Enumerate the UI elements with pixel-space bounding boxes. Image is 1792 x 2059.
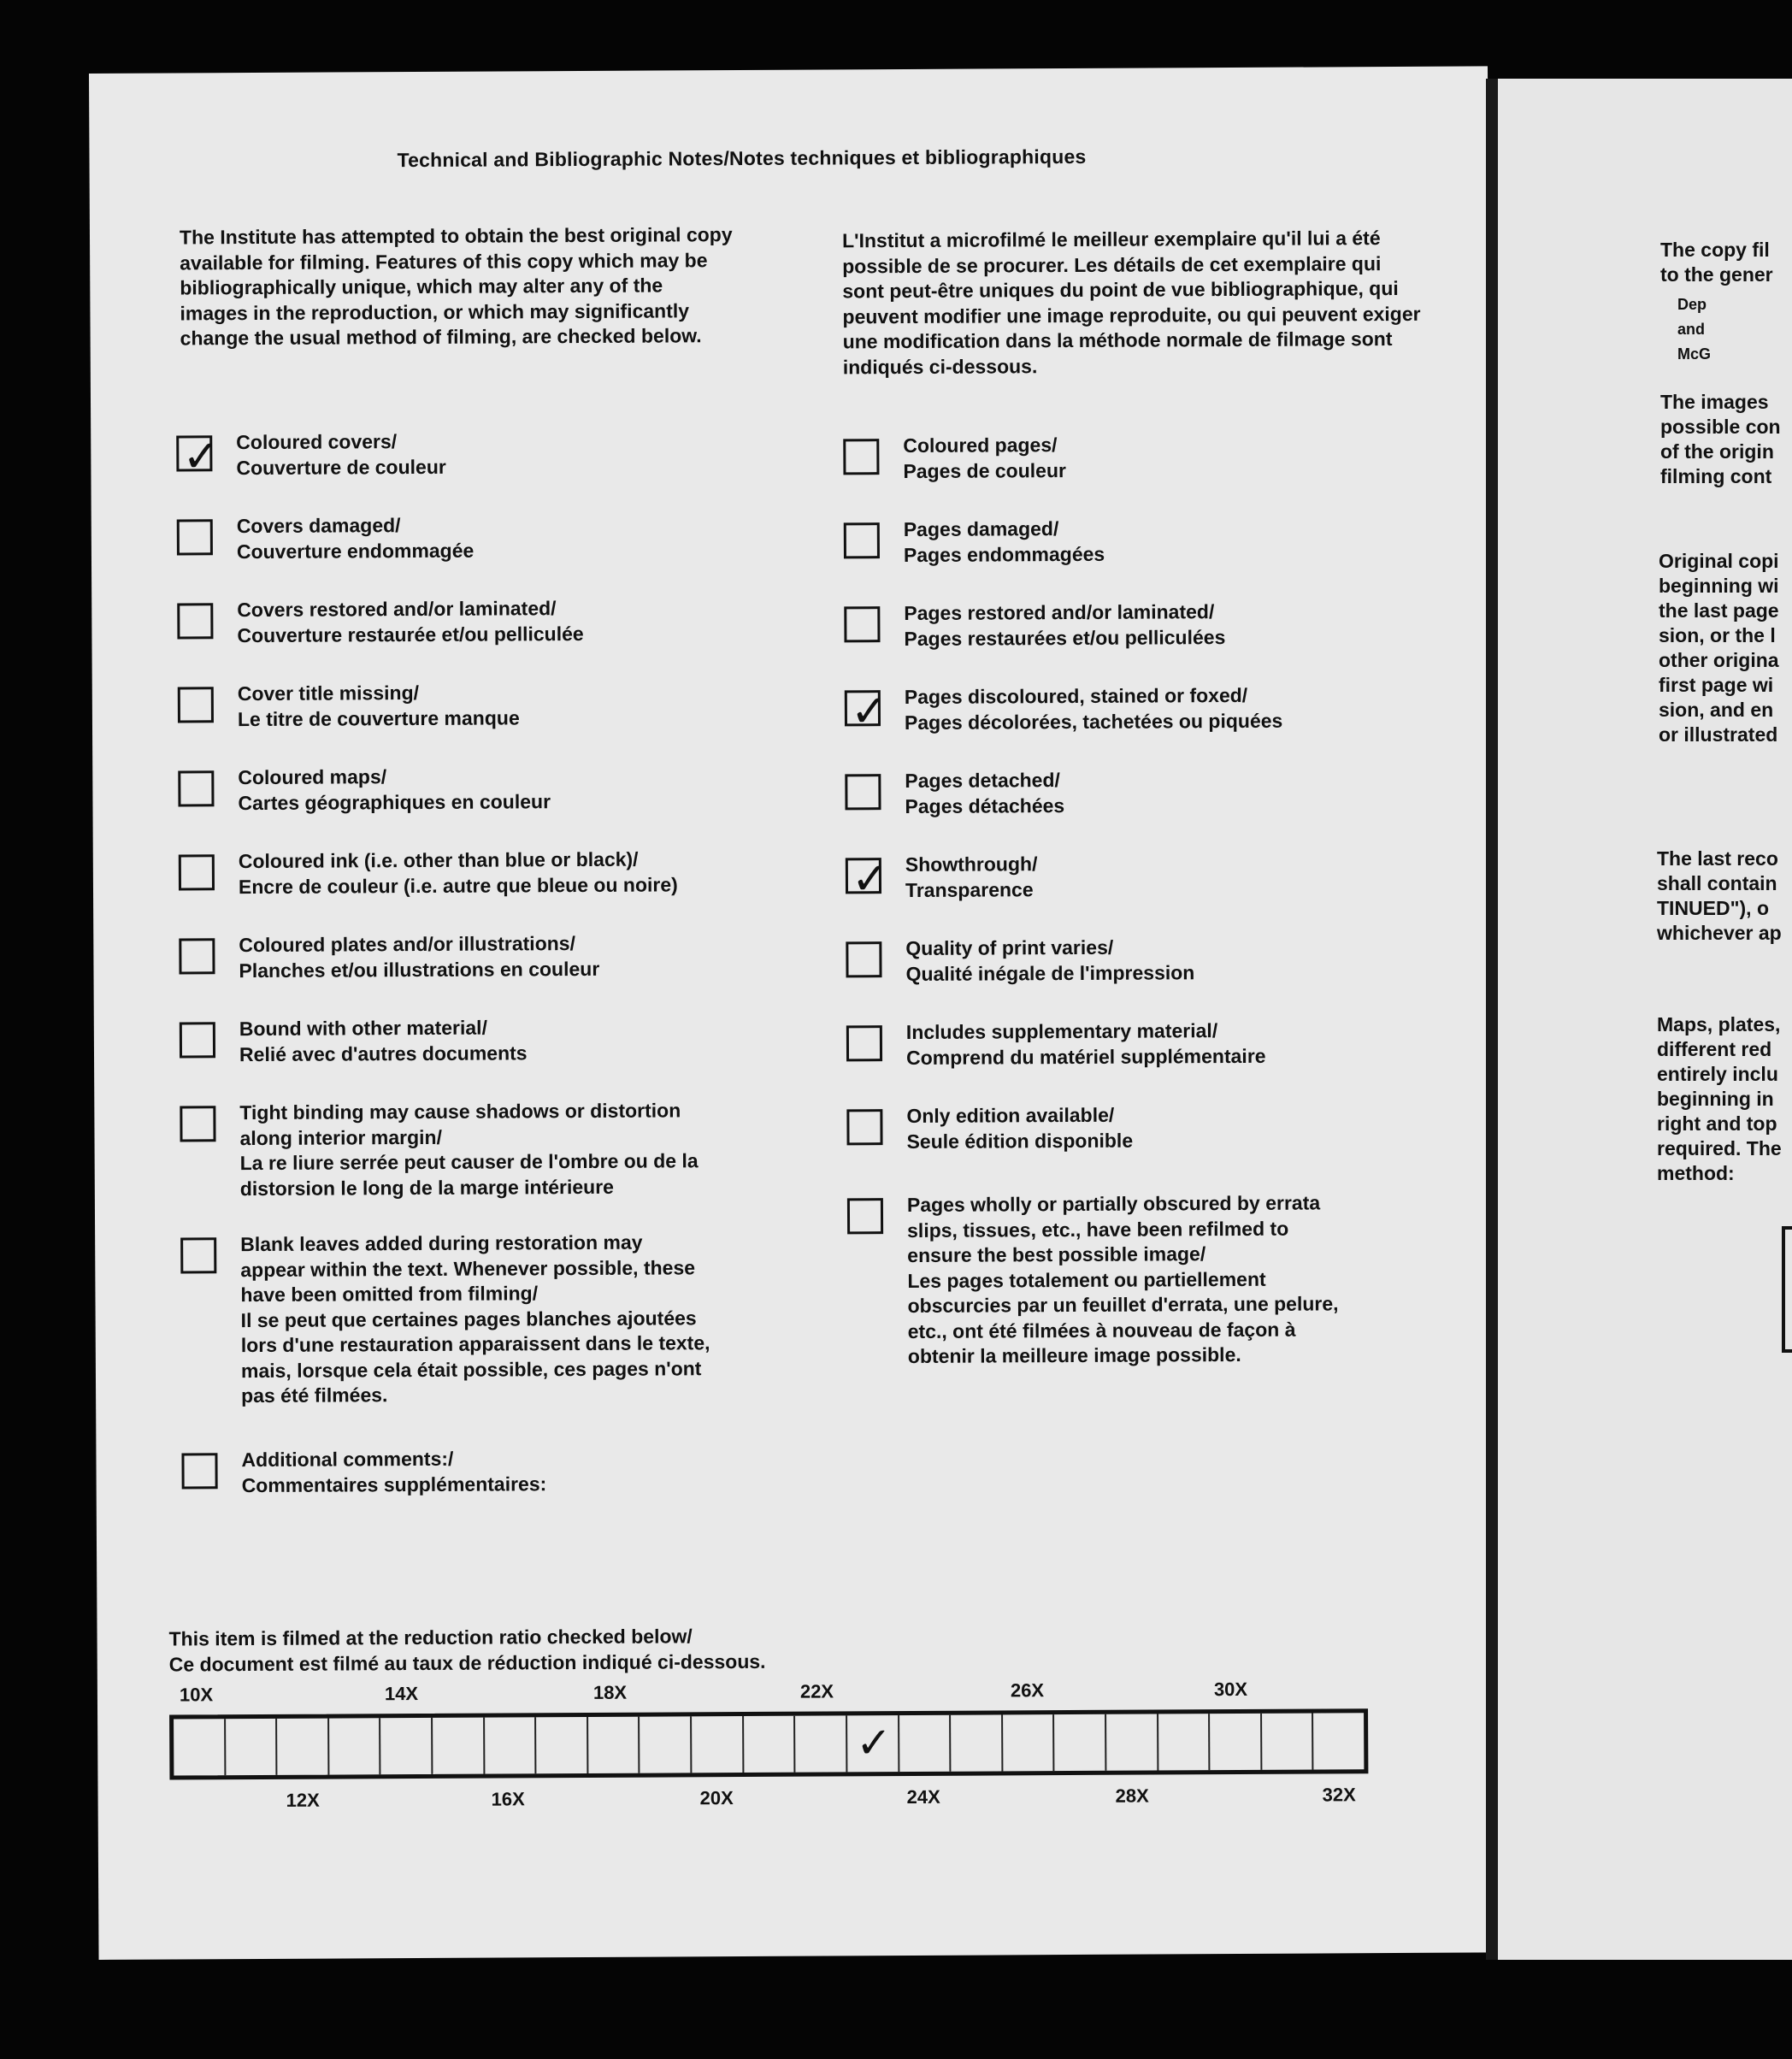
adjacent-line: first page wi (1659, 674, 1774, 696)
reduction-line-en: This item is filmed at the reduction ratio checked below/ (168, 1625, 693, 1650)
checkbox[interactable] (846, 853, 889, 906)
reduction-ratio-grid (169, 1708, 1368, 1779)
item-label (907, 1190, 1438, 1370)
ratio-cell[interactable] (1210, 1714, 1262, 1770)
ratio-cell[interactable] (277, 1719, 329, 1775)
item-label-line: Cartes géographiques en couleur (238, 789, 551, 814)
item-label-line: etc., ont été filmées à nouveau de façon à (907, 1318, 1296, 1342)
item-label (904, 515, 1434, 568)
ratio-cell[interactable] (951, 1714, 1003, 1771)
adjacent-page-box (1782, 1226, 1792, 1353)
ratio-cell[interactable] (329, 1718, 381, 1774)
ratio-cell[interactable] (381, 1718, 433, 1774)
item-label-line: ensure the best possible image/ (907, 1242, 1206, 1267)
item-label (905, 934, 1435, 987)
adjacent-line: the last page (1659, 599, 1779, 622)
item-label-line: appear within the text. Whenever possible, these (240, 1255, 696, 1281)
reduction-line-fr: Ce document est filmé au taux de réduction indiqué ci-dessous. (168, 1649, 766, 1676)
item-label-line: Pages wholly or partially obscured by errata (906, 1191, 1321, 1217)
item-label (239, 930, 769, 983)
item-label (238, 763, 768, 816)
ratio-cell[interactable] (1262, 1714, 1314, 1770)
item-label (905, 766, 1435, 819)
check-icon: ✓ (182, 431, 221, 483)
ratio-cell[interactable] (692, 1716, 744, 1773)
item-label-line: Seule édition disponible (906, 1129, 1134, 1153)
adjacent-line: possible con (1660, 416, 1781, 438)
adjacent-page (1498, 79, 1792, 1960)
page-title: Technical and Bibliographic Notes/Notes techniques et bibliographiques (397, 145, 1087, 172)
item-label-line: slips, tissues, etc., have been refilmed to (907, 1217, 1289, 1242)
item-label-line: Only edition available/ (906, 1103, 1115, 1128)
ratio-cell[interactable] (795, 1715, 847, 1772)
item-label-line: Il se peut que certaines pages blanches ajoutées (240, 1306, 697, 1331)
item-label-line: Pages restaurées et/ou pelliculées (904, 625, 1226, 650)
adjacent-line: entirely inclu (1657, 1063, 1778, 1085)
notes-page (89, 66, 1498, 1960)
adjacent-line: other origina (1659, 649, 1779, 671)
item-label (905, 850, 1435, 903)
item-label (240, 1230, 771, 1409)
item-label-line: Pages décolorées, tachetées ou piquées (904, 709, 1283, 734)
checkbox[interactable] (846, 1109, 882, 1145)
adjacent-line: Maps, plates, (1657, 1013, 1781, 1035)
item-label-line: Couverture endommagée (236, 539, 475, 563)
item-label-line: Pages detached/ (905, 769, 1060, 793)
checkbox[interactable] (181, 1453, 217, 1489)
item-label-line: Encre de couleur (i.e. autre que bleue ou noire) (238, 872, 678, 898)
item-label-line: Pages discoloured, stained or foxed/ (904, 683, 1248, 709)
item-label-line: Comprend du matériel supplémentaire (905, 1044, 1266, 1069)
ratio-cell[interactable] (899, 1715, 952, 1772)
ratio-label-bottom: 32X (1322, 1784, 1356, 1806)
item-label-line: lors d'une restauration apparaissent dans le texte, (240, 1331, 710, 1357)
adjacent-line: method: (1657, 1162, 1735, 1184)
item-label (905, 682, 1435, 735)
adjacent-line: The copy fil (1660, 239, 1770, 261)
item-label (238, 679, 768, 732)
adjacent-paragraph (1659, 549, 1779, 747)
item-label-line: have been omitted from filming/ (240, 1282, 539, 1307)
ratio-label-bottom: 24X (906, 1785, 940, 1808)
item-label-line: Pages détachées (905, 794, 1065, 817)
item-label-line: Pages restored and/or laminated/ (904, 600, 1215, 625)
checkbox[interactable] (180, 1022, 215, 1058)
item-label-line: Qualité inégale de l'impression (905, 960, 1195, 985)
item-label-line: Bound with other material/ (239, 1016, 487, 1041)
item-label (906, 1101, 1436, 1154)
ratio-cell[interactable] (536, 1717, 588, 1773)
adjacent-line: whichever ap (1657, 922, 1782, 944)
item-label-line: Planches et/ou illustrations en couleur (239, 957, 600, 982)
check-icon: ✓ (851, 853, 889, 906)
item-label-line: Relié avec d'autres documents (239, 1041, 528, 1065)
item-label-line: Additional comments:/ (241, 1447, 454, 1472)
item-label-line: Les pages totalement ou partiellement (907, 1267, 1266, 1292)
ratio-cell[interactable] (433, 1718, 485, 1774)
intro-english: The Institute has attempted to obtain the best original copy available for filming. Features of this copy which may be bibliographically unique, which may alter any of the images in the reproduction, or which may significantly change the usual method of filming, are checked below. (179, 223, 733, 350)
item-label (906, 1018, 1436, 1071)
item-label-line: Commentaires supplémentaires: (241, 1472, 547, 1496)
item-label-line: Coloured covers/ (236, 430, 398, 454)
adjacent-line: different red (1657, 1038, 1772, 1060)
ratio-label-bottom: 12X (286, 1789, 320, 1811)
item-label-line: Transparence (905, 877, 1034, 901)
checkbox[interactable] (846, 941, 881, 977)
adjacent-line: to the gener (1660, 263, 1773, 286)
reduction-note (169, 1623, 766, 1678)
adjacent-line: The images (1660, 391, 1769, 413)
intro-french: L'Institut a microfilmé le meilleur exemplaire qu'il lui a été possible de se procurer. Les détails de cet exemplaire qui sont peut-être uniques du point de vue bibliographique, qui peuvent modifier une image reproduite, ou qui peuvent exiger une modification dans la méthode normale de filmage sont indiqués ci-dessous. (841, 227, 1421, 378)
ratio-label-top: 10X (179, 1684, 214, 1706)
item-label-line: distorsion le long de la marge intérieure (239, 1175, 614, 1200)
ratio-cell[interactable] (1313, 1713, 1364, 1769)
checkbox[interactable] (176, 431, 221, 483)
adjacent-paragraph (1677, 292, 1711, 367)
adjacent-line: beginning wi (1659, 575, 1779, 597)
adjacent-line: of the origin (1660, 440, 1774, 463)
adjacent-line: McG (1677, 345, 1712, 363)
ratio-cell[interactable] (1003, 1714, 1055, 1771)
checkbox[interactable] (178, 770, 214, 806)
item-label-line: Pages endommagées (903, 542, 1105, 566)
checkbox[interactable] (180, 1237, 216, 1273)
ratio-label-bottom: 20X (699, 1787, 734, 1809)
item-label-line: Coloured pages/ (903, 434, 1058, 457)
ratio-cell[interactable] (1106, 1714, 1158, 1770)
item-label-line: obtenir la meilleure image possible. (907, 1342, 1241, 1368)
item-label-line: Coloured plates and/or illustrations/ (239, 932, 576, 957)
adjacent-line: beginning in (1657, 1088, 1774, 1110)
item-label-line: obscurcies par un feuillet d'errata, une pelure, (907, 1292, 1339, 1318)
checkbox[interactable] (177, 603, 213, 639)
item-label-line: Cover title missing/ (237, 681, 420, 705)
item-label (237, 511, 767, 564)
item-label-line: Showthrough/ (905, 853, 1038, 876)
item-label (239, 1098, 770, 1201)
item-label-line: Pages de couleur (903, 458, 1066, 482)
ratio-label-top: 18X (592, 1681, 628, 1703)
item-label-line: along interior margin/ (239, 1125, 443, 1149)
item-label (237, 595, 767, 648)
checkbox[interactable] (179, 854, 215, 890)
adjacent-line: and (1677, 321, 1706, 338)
item-label-line: pas été filmées. (241, 1383, 388, 1407)
adjacent-line: filming cont (1660, 465, 1772, 487)
adjacent-line: sion, or the l (1659, 624, 1776, 646)
item-label-line: Tight binding may cause shadows or distortion (239, 1099, 681, 1124)
ratio-cell[interactable] (1158, 1714, 1211, 1770)
adjacent-paragraph (1657, 847, 1782, 946)
adjacent-line: sion, and en (1659, 699, 1774, 721)
adjacent-line: shall contain (1657, 872, 1777, 894)
item-label (903, 431, 1433, 484)
item-label (239, 1014, 769, 1067)
adjacent-line: The last reco (1657, 847, 1778, 870)
checkbox[interactable] (847, 1198, 883, 1234)
ratio-label-top: 30X (1213, 1678, 1248, 1701)
item-label (904, 599, 1434, 652)
item-label-line: Couverture de couleur (236, 455, 446, 479)
ratio-cell[interactable] (744, 1716, 796, 1773)
ratio-label-bottom: 28X (1115, 1785, 1149, 1807)
item-label-line: Covers damaged/ (236, 514, 401, 538)
item-label-line: Quality of print varies/ (905, 935, 1114, 960)
adjacent-paragraph (1660, 390, 1781, 489)
item-label-line: La re liure serrée peut causer de l'ombre ou de la (239, 1149, 699, 1175)
checkbox[interactable] (844, 522, 880, 558)
item-label-line: mais, lorsque cela était possible, ces pages n'ont (240, 1356, 702, 1382)
ratio-cell[interactable] (1054, 1714, 1106, 1771)
checkbox[interactable] (845, 686, 888, 738)
ratio-cell[interactable] (485, 1717, 537, 1773)
item-label-line: Covers restored and/or laminated/ (237, 597, 557, 622)
adjacent-line: required. The (1657, 1137, 1782, 1159)
ratio-cell[interactable] (588, 1717, 640, 1773)
adjacent-paragraph (1657, 1012, 1782, 1186)
checkbox[interactable] (843, 439, 879, 475)
ratio-label-bottom: 16X (491, 1788, 525, 1810)
ratio-cell[interactable] (174, 1719, 226, 1775)
item-label-line: Includes supplementary material/ (905, 1019, 1218, 1044)
ratio-cell[interactable] (640, 1716, 693, 1773)
adjacent-line: Original copi (1659, 550, 1779, 572)
adjacent-line: TINUED"), o (1657, 897, 1770, 919)
item-label (239, 847, 769, 900)
item-label-line: Le titre de couverture manque (237, 705, 520, 730)
checkbox[interactable] (845, 774, 881, 810)
adjacent-line: or illustrated (1659, 723, 1778, 746)
ratio-label-top: 14X (384, 1683, 419, 1705)
checkbox[interactable] (178, 687, 214, 723)
ratio-cell[interactable] (847, 1715, 899, 1772)
check-icon: ✓ (850, 686, 888, 738)
item-label (241, 1445, 771, 1498)
item-label-line: Pages damaged/ (903, 517, 1059, 541)
checkbox[interactable] (846, 1025, 882, 1061)
page-fold (1486, 79, 1498, 1960)
adjacent-paragraph (1660, 238, 1773, 287)
item-label-line: Coloured ink (i.e. other than blue or black)/ (238, 847, 639, 873)
ratio-label-top: 22X (799, 1680, 834, 1702)
adjacent-line: Dep (1677, 296, 1707, 313)
checkbox[interactable] (177, 519, 213, 555)
ratio-cell[interactable] (226, 1719, 278, 1775)
checkbox[interactable] (180, 1106, 215, 1142)
item-label-line: Coloured maps/ (238, 765, 387, 789)
adjacent-line: right and top (1657, 1112, 1777, 1135)
checkbox[interactable] (179, 938, 215, 974)
checkbox[interactable] (844, 606, 880, 642)
item-label-line: Blank leaves added during restoration may (240, 1230, 643, 1256)
check-icon: ✓ (856, 1718, 893, 1768)
item-label (236, 428, 766, 481)
ratio-label-top: 26X (1010, 1679, 1045, 1702)
item-label-line: Couverture restaurée et/ou pelliculée (237, 622, 584, 646)
